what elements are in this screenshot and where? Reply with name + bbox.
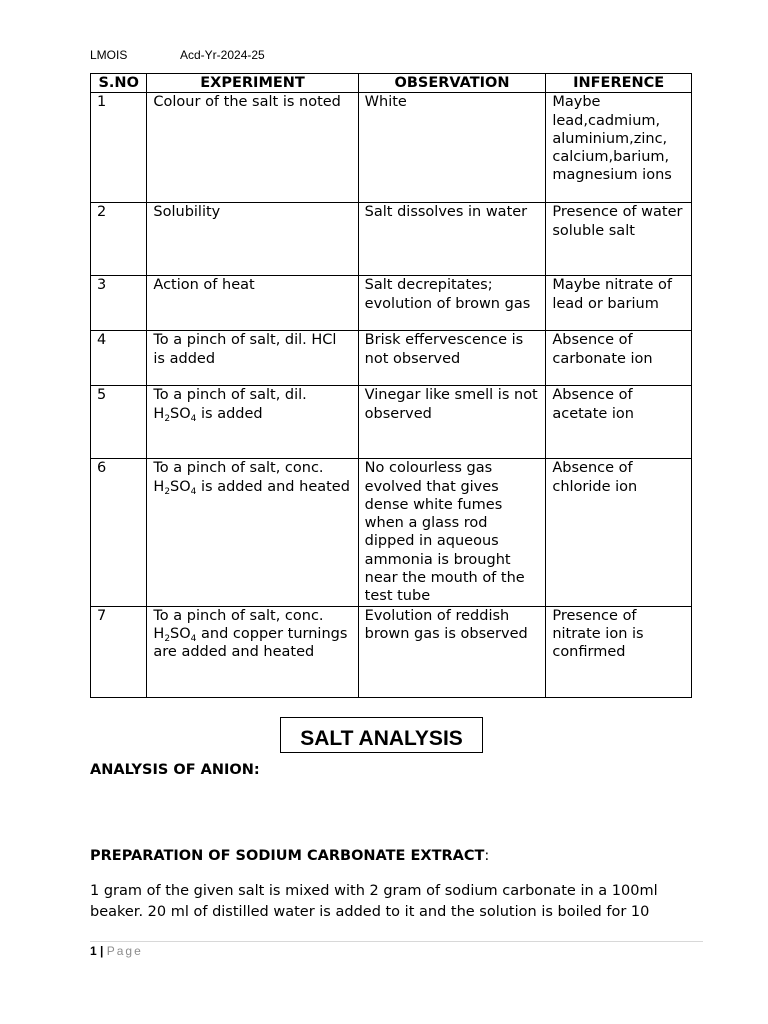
prep-paragraph: 1 gram of the given salt is mixed with 2 gram of sodium carbonate in a 100ml beaker. 20 ml of distilled water is added to it and the solution is boiled for 10 xyxy=(90,883,658,920)
observation-table xyxy=(90,73,692,698)
cell-observation: Vinegar like smell is not observed xyxy=(358,386,546,459)
table-row xyxy=(91,606,692,697)
cell-inference: Absence of carbonate ion xyxy=(546,331,692,386)
table-header-row xyxy=(91,74,692,93)
cell-sno: 4 xyxy=(91,331,147,386)
page-footer xyxy=(90,944,143,958)
page-label: Page xyxy=(106,944,143,958)
cell-inference: Maybe nitrate of lead or barium xyxy=(546,276,692,331)
cell-experiment: Colour of the salt is noted xyxy=(147,93,358,203)
academic-year: Acd-Yr-2024-25 xyxy=(180,48,265,62)
cell-experiment: To a pinch of salt, dil. $H_2SO_4$ is added xyxy=(147,386,358,459)
cell-experiment: To a pinch of salt, conc. $H_2SO_4$ is added and heated xyxy=(147,459,358,606)
cell-observation: Salt decrepitates; evolution of brown gas xyxy=(358,276,546,331)
table-row xyxy=(91,331,692,386)
cell-experiment: To a pinch of salt, conc. $H_2SO_4$ and copper turnings are added and heated xyxy=(147,606,358,697)
cell-inference: Presence of water soluble salt xyxy=(546,203,692,276)
cell-sno: 6 xyxy=(91,459,147,606)
page-number: 1 xyxy=(90,944,97,958)
cell-observation: Evolution of reddish brown gas is observed xyxy=(358,606,546,697)
page-header xyxy=(90,48,265,62)
cell-observation: White xyxy=(358,93,546,203)
header-experiment: EXPERIMENT xyxy=(147,74,358,93)
cell-observation: Salt dissolves in water xyxy=(358,203,546,276)
table-row xyxy=(91,459,692,606)
cell-observation: No colourless gas evolved that gives dense white fumes when a glass rod dipped in aqueous ammonia is brought near the mouth of the test tube xyxy=(358,459,546,606)
cell-observation: Brisk effervescence is not observed xyxy=(358,331,546,386)
header-sno: S.NO xyxy=(91,74,147,93)
table-row xyxy=(91,386,692,459)
header-inference: INFERENCE xyxy=(546,74,692,93)
cell-inference: Absence of chloride ion xyxy=(546,459,692,606)
cell-sno: 2 xyxy=(91,203,147,276)
cell-sno: 5 xyxy=(91,386,147,459)
table-row xyxy=(91,276,692,331)
section-title: SALT ANALYSIS xyxy=(280,717,483,753)
cell-sno: 3 xyxy=(91,276,147,331)
school-name: LMOIS xyxy=(90,48,128,62)
footer-divider xyxy=(90,941,703,942)
footer-separator: | xyxy=(96,944,107,958)
prep-heading: PREPARATION OF SODIUM CARBONATE EXTRACT: xyxy=(90,848,490,864)
cell-inference: Presence of nitrate ion is confirmed xyxy=(546,606,692,697)
table-row xyxy=(91,93,692,203)
anion-heading: ANALYSIS OF ANION: xyxy=(90,762,260,778)
cell-sno: 7 xyxy=(91,606,147,697)
table-row xyxy=(91,203,692,276)
cell-sno: 1 xyxy=(91,93,147,203)
cell-inference: Maybe lead,cadmium, aluminium,zinc, calcium,barium, magnesium ions xyxy=(546,93,692,203)
cell-experiment: Action of heat xyxy=(147,276,358,331)
cell-experiment: Solubility xyxy=(147,203,358,276)
header-observation: OBSERVATION xyxy=(358,74,546,93)
cell-inference: Absence of acetate ion xyxy=(546,386,692,459)
cell-experiment: To a pinch of salt, dil. HCl is added xyxy=(147,331,358,386)
